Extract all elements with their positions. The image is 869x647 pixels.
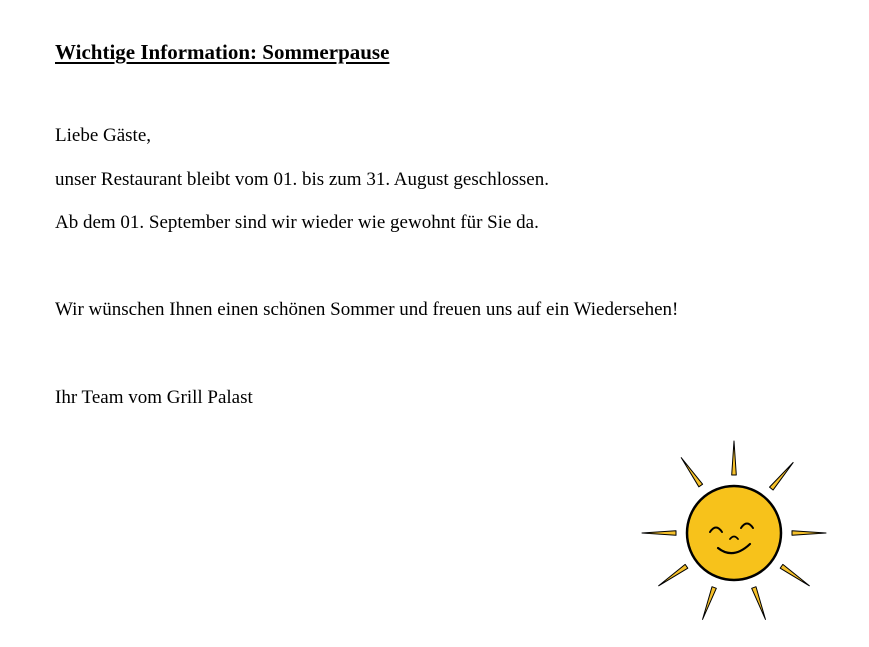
wish-text: Wir wünschen Ihnen einen schönen Sommer und freuen uns auf ein Wiedersehen! (55, 299, 679, 320)
sun-ray-6 (780, 564, 809, 585)
sun-ray-7 (659, 564, 688, 585)
sun-ray-4 (792, 531, 826, 536)
reopening-text: Ab dem 01. September sind wir wieder wie gewohnt für Sie da. (55, 212, 539, 233)
smiling-sun-icon (630, 436, 830, 628)
greeting-text: Liebe Gäste, (55, 125, 152, 146)
sun-ray-3 (681, 458, 702, 487)
closure-text: unser Restaurant bleibt vom 01. bis zum 31. August geschlossen. (55, 169, 549, 190)
page-title: Wichtige Information: Sommerpause (55, 40, 390, 64)
sun-ray-5 (642, 531, 676, 536)
sun-face (687, 486, 781, 580)
sun-ray-9 (703, 587, 717, 620)
sun-ray-2 (770, 463, 794, 491)
sun-ray-1 (732, 441, 737, 475)
sun-ray-8 (752, 587, 766, 620)
signature-text: Ihr Team vom Grill Palast (55, 387, 253, 408)
